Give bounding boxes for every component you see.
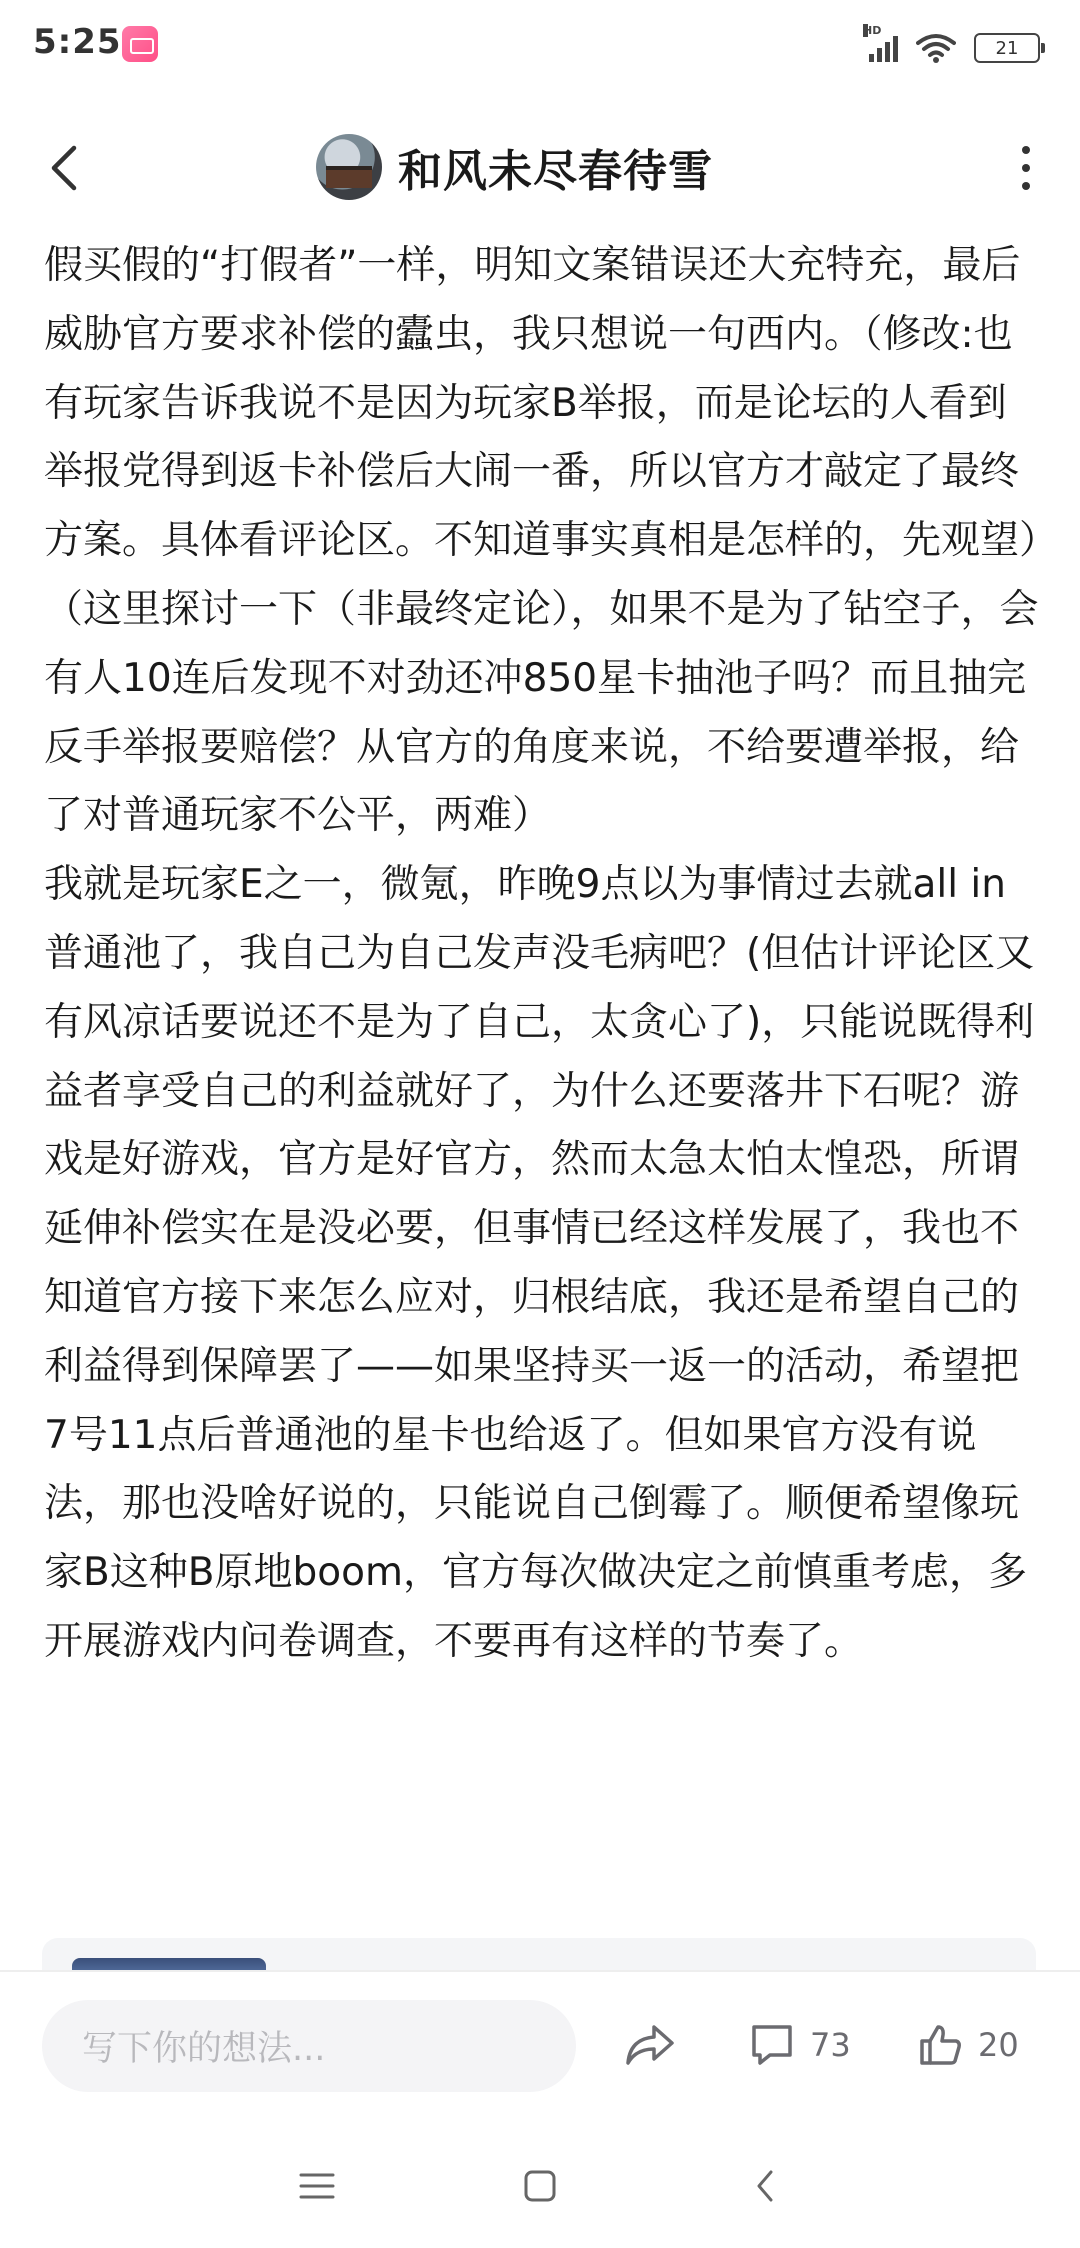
author-info[interactable]: [316, 132, 713, 202]
menu-icon: [299, 2171, 335, 2201]
battery-level: 21: [995, 37, 1019, 59]
battery-icon: [974, 33, 1040, 63]
comment-count: 73: [810, 2026, 851, 2064]
author-name[interactable]: 和风未尽春待雪: [398, 146, 713, 197]
author-avatar[interactable]: [316, 134, 382, 200]
nav-back-button[interactable]: [735, 2156, 795, 2216]
wifi-icon: [916, 33, 956, 63]
comment-icon: [748, 2021, 796, 2069]
post-paragraph: 我就是玩家E之一，微氪，昨晚9点以为事情过去就all in普通池了，我自己为自己发声没毛病吧？(但估计评论区又有风凉话要说还不是为了自己，太贪心了)，只能说既得利益者享受自己的利益就好了，为什么还要落井下石呢？游戏是好游戏，官方是好官方，然而太急太怕太惶恐，所谓延伸补偿实在是没必要，但事情已经这样发展了，我也不知道官方接下来怎么应对，归根结底，我还是希望自己的利益得到保障罢了——如果坚持买一返一的活动，希望把7号11点后普通池的星卡也给返了。但如果官方没有说法，那也没啥好说的，只能说自己倒霉了。顺便希望像玩家B这种B原地boom，官方每次做决定之前慎重考虑，多开展游戏内问卷调查，不要再有这样的节奏了。: [44, 862, 1035, 1664]
system-nav-bar: [0, 2116, 1080, 2248]
share-button[interactable]: [622, 2010, 678, 2080]
status-time: 5:25: [33, 22, 122, 62]
action-bar: [0, 1970, 1080, 2118]
like-count: 20: [978, 2026, 1019, 2064]
square-icon: [523, 2169, 557, 2203]
comment-input[interactable]: 写下你的想法...: [42, 2000, 576, 2092]
recent-apps-button[interactable]: [287, 2156, 347, 2216]
status-bar: [0, 0, 1080, 96]
more-button[interactable]: [1016, 146, 1036, 190]
hd-label: HD: [863, 24, 882, 37]
back-button[interactable]: [40, 142, 90, 194]
home-button[interactable]: [510, 2156, 570, 2216]
like-button[interactable]: [916, 2010, 1019, 2080]
bilibili-comic-icon: [122, 26, 158, 62]
thumbs-up-icon: [916, 2021, 964, 2069]
back-icon: [40, 142, 90, 194]
post-header: [0, 120, 1080, 216]
share-icon: [622, 2019, 678, 2071]
comment-button[interactable]: [748, 2010, 851, 2080]
cellular-signal-icon: [863, 24, 898, 62]
post-body: [44, 232, 1059, 1677]
chevron-left-icon: [753, 2168, 777, 2204]
more-vertical-icon: [1022, 146, 1030, 154]
status-icons: [863, 24, 1040, 68]
post-paragraph: 假买假的“打假者”一样，明知文案错误还大充特充，最后威胁官方要求补偿的蠹虫，我只想说一句西内。（修改:也有玩家告诉我说不是因为玩家B举报，而是论坛的人看到举报党得到返卡补偿后大闹一番，所以官方才敲定了最终方案。具体看评论区。不知道事实真相是怎样的，先观望）: [44, 243, 1059, 564]
post-paragraph: （这里探讨一下（非最终定论），如果不是为了钻空子，会有人10连后发现不对劲还冲850星卡抽池子吗？而且抽完反手举报要赔偿？从官方的角度来说，不给要遭举报，给了对普通玩家不公平，两难）: [44, 586, 1039, 839]
